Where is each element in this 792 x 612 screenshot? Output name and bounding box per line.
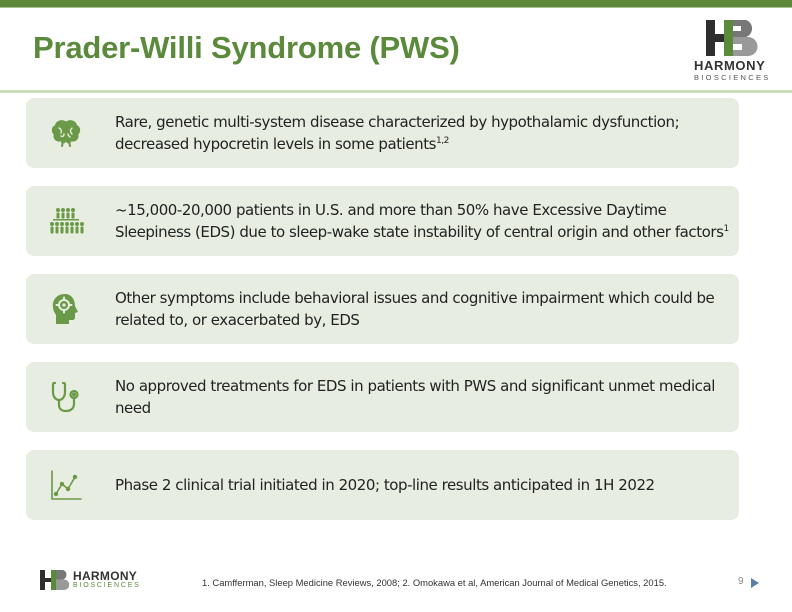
title-divider	[0, 90, 792, 93]
card-unmet-need	[26, 362, 739, 432]
hb-footer-mark-icon	[40, 570, 70, 590]
top-accent-line	[0, 7, 792, 8]
logo-subtitle: BIOSCIENCES	[694, 73, 771, 82]
references-footnote: 1. Camfferman, Sleep Medicine Reviews, 2008; 2. Omokawa et al, American Journal of Medical Genetics, 2015.	[202, 577, 667, 588]
footer-logo	[40, 569, 160, 591]
top-accent-bar	[0, 0, 792, 7]
card-patient-population	[26, 186, 739, 256]
stethoscope-icon	[48, 379, 84, 415]
head-gear-icon	[48, 291, 84, 327]
footer-logo-wordmark: HARMONY	[73, 569, 138, 583]
page-number: 9	[738, 576, 744, 587]
card-text: No approved treatments for EDS in patients with PWS and significant unmet medical need	[115, 377, 715, 417]
card-disease-description	[26, 98, 739, 168]
next-slide-arrow-icon[interactable]	[750, 577, 760, 589]
people-group-icon	[48, 203, 84, 239]
hb-logo-mark-icon	[704, 20, 758, 56]
harmony-logo	[694, 20, 782, 82]
card-text: ~15,000-20,000 patients in U.S. and more than 50% have Excessive Daytime Sleepiness (EDS) due to sleep-wake state instability of central origin and other factors$^1$	[115, 201, 729, 241]
logo-wordmark: HARMONY	[694, 58, 766, 73]
card-text: Rare, genetic multi-system disease characterized by hypothalamic dysfunction; decreased hypocretin levels in some patients$^{1,2}$	[115, 113, 680, 153]
slide-title: Prader-Willi Syndrome (PWS)	[33, 30, 460, 65]
brain-icon	[48, 115, 84, 151]
card-text: Other symptoms include behavioral issues and cognitive impairment which could be related to, or exacerbated by, EDS	[115, 289, 715, 329]
card-other-symptoms	[26, 274, 739, 344]
card-clinical-trial	[26, 450, 739, 520]
card-text: Phase 2 clinical trial initiated in 2020; top-line results anticipated in 1H 2022	[115, 476, 655, 494]
footer-logo-subtitle: BIOSCIENCES	[73, 582, 141, 589]
line-chart-icon	[48, 467, 84, 503]
